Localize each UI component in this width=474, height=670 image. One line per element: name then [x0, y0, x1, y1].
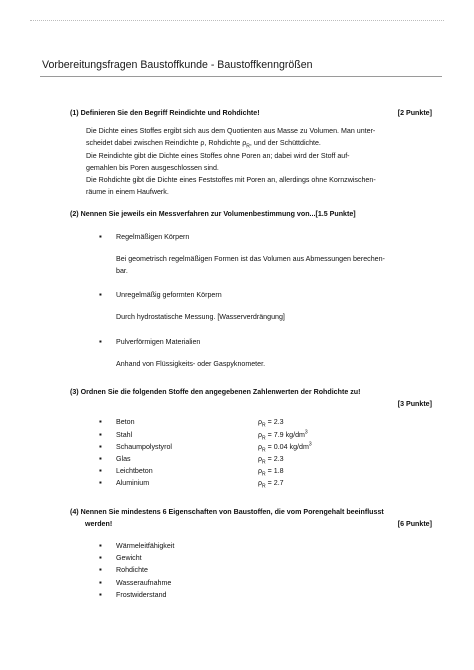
answer-2-item-3: Anhand von Flüssigkeits- oder Gaspyknometer. — [116, 359, 266, 368]
material-name: Stahl — [116, 430, 133, 439]
question-3-points: [3 Punkte] — [397, 400, 432, 409]
answer-2-item-2: Durch hydrostatische Messung. [Wasserverdrängung] — [116, 313, 285, 322]
question-1 — [70, 107, 432, 119]
list-item: ▪ Unregelmäßig geformten Körpern — [70, 289, 432, 301]
question-3 — [70, 386, 432, 398]
list-item: ▪ Rohdichte — [70, 564, 432, 576]
question-3-text: (3) Ordnen Sie die folgenden Stoffe den angegebenen Zahlenwerten der Rohdichte zu! — [70, 388, 361, 397]
answer-1-line: Die Reindichte gibt die Dichte eines Stoffes ohne Poren an; dabei wird der Stoff auf- — [86, 151, 350, 160]
list-item: ▪ Pulverförmigen Materialien — [70, 336, 432, 348]
question-4 — [70, 506, 432, 530]
header-dotted-rule — [30, 20, 444, 21]
question-4-list — [70, 540, 432, 601]
material-name: Beton — [116, 418, 135, 427]
material-name: Aluminium — [116, 479, 150, 488]
density-value: $\rho_R = 2.3$ — [258, 455, 284, 466]
density-table — [70, 416, 432, 489]
material-name: Schaumpolystyrol — [116, 442, 172, 451]
title-underline — [40, 76, 442, 77]
question-1-points: [2 Punkte] — [397, 109, 432, 117]
density-value: $\rho_R = 1.8$ — [258, 467, 284, 478]
answer-2-item-1: Bei geometrisch regelmäßigen Formen ist das Volumen aus Abmessungen berechen- bar. — [116, 254, 385, 276]
table-row: ▪ Schaumpolystyrol $\rho_R = 0.04$ $kg/dm^3$ — [99, 441, 312, 454]
answer-1-line: Die Dichte eines Stoffes ergibt sich aus dem Quotienten aus Masse zu Volumen. Man unter- — [86, 127, 376, 136]
question-4-text-line2: werden! — [85, 519, 113, 528]
list-item: ▪ Wasseraufnahme — [70, 577, 432, 589]
list-item: ▪ Wärmeleitfähigkeit — [70, 540, 432, 552]
material-name: Leichtbeton — [116, 467, 153, 476]
density-value: $\rho_R = 7.9$ $kg/dm^3$ — [258, 429, 308, 442]
answer-1 — [70, 125, 432, 198]
list-item: ▪ Frostwiderstand — [70, 589, 432, 601]
document-body — [70, 107, 432, 601]
density-value: $\rho_R = 2.3$ — [258, 418, 284, 429]
answer-1-line: Die Rohdichte gibt die Dichte eines Feststoffes mit Poren an, allerdings ohne Kornzwischen- — [86, 176, 376, 185]
answer-1-line: scheidet dabei zwischen Reindichte ρ, Rohdichte $\rho_R$, und der Schüttdichte. — [86, 139, 321, 150]
answer-1-line: gemahlen bis Poren ausgeschlossen sind. — [86, 163, 219, 172]
question-2 — [70, 208, 432, 220]
list-item: ▪ Regelmäßigen Körpern — [70, 231, 432, 243]
question-2-list — [70, 231, 432, 243]
answer-1-line: räume in einem Haufwerk. — [86, 188, 169, 197]
list-item: ▪ Gewicht — [70, 552, 432, 564]
table-row: ▪ Leichtbeton $\rho_R = 1.8$ — [99, 466, 284, 478]
question-1-text: (1) Definieren Sie den Begriff Reindichte und Rohdichte! — [70, 109, 260, 117]
table-row: ▪ Aluminium $\rho_R = 2.7$ — [99, 478, 284, 490]
table-row: ▪ Glas $\rho_R = 2.3$ — [99, 454, 284, 466]
document-title: Vorbereitungsfragen Baustoffkunde - Baustoffkenngrößen — [42, 59, 313, 71]
question-4-text-line1: (4) Nennen Sie mindestens 6 Eigenschaften von Baustoffen, die vom Porengehalt beeinflusst — [70, 507, 384, 516]
question-4-points: [6 Punkte] — [397, 519, 432, 528]
question-2-text: (2) Nennen Sie jeweils ein Messverfahren zur Volumenbestimmung von...[1.5 Punkte] — [70, 210, 356, 219]
density-value: $\rho_R = 2.7$ — [258, 479, 284, 490]
density-value: $\rho_R = 0.04$ $kg/dm^3$ — [258, 441, 312, 454]
table-row: ▪ Stahl $\rho_R = 7.9$ $kg/dm^3$ — [99, 429, 308, 442]
material-name: Glas — [116, 455, 131, 464]
table-row: ▪ Beton $\rho_R = 2.3$ — [99, 417, 284, 429]
